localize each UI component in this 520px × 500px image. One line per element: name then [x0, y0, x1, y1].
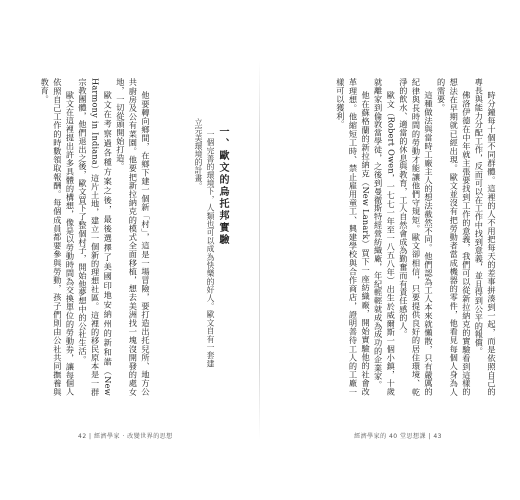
left-paragraph: 歐文在這裡提出許多具體的構想，像是以勞動時間為交換單位的勞動券，讓每個人依照自己工作的時數領取報酬。每個成員都要參與勞動，孩子們則由公社共同撫養與教育。 [40, 78, 76, 396]
right-paragraph: 這種做法與當時工廠主人的想法截然不同。他們認為工人本來就懶散，只有嚴厲的紀律與長時間的勞動才能讓他們守規矩。歐文卻相信，只要提供良好的居住環境、乾淨的飲水、適當的休息與教育，工人自然會成為勤奮而有責任感的人。 [398, 78, 435, 396]
left-paragraph: 他要轉向鄉間，在鄉下建一個新「村」，這是一場冒險，要打造出托兒所、地方公共廚房及公有菜園。他要把新拉納克的模式全面移植，想去美洲找一塊沒開發的處女地，一切從頭開始打造。 [115, 78, 151, 396]
intro-quote-text: 一個完善的環境下，人類也可以成為快樂的好人。歐文自有一套建立完美環境的計畫。 [194, 118, 215, 368]
left-paragraph: 歐文在考察過各種方案之後，最後選擇了美國印地安納州的新和諧（New Harmony in Indiana）這片土地，建立一個新的理想社區。這裡的移民原本是一群宗教團體，他們退出之後，歐文買下了整個村子，開始他夢想中的公社生活。 [78, 78, 114, 396]
right-body-text [272, 78, 498, 396]
left-folio: 42 | 經濟學家 · 改變世界的思想 [78, 433, 173, 440]
right-paragraph: 他在蘇格蘭的新拉納克（New Lanark）買下一座紡織廠，開始實驗他的社會改革理想。他縮短工時、禁止雇用童工、興建學校與合作商店，證明善待工人的工廠一樣可以獲利。 [335, 78, 372, 396]
right-paragraph: 歐文（Robert Owen，一七七一年至一八五八年）出生於威爾斯一個小鎮，十歲就離家到倫敦當學徒，之後到曼徹斯特經營紡織廠，年紀輕輕就成為成功的企業家。 [373, 78, 397, 396]
intro-quote [156, 118, 216, 368]
right-paragraph: 時分鐘每十個不同群體。這裡的人不用把每天的差事拼湊到一起，而是依照自己的專長與能力分配工作，反而可以在工作中找到意義，並且得到公平的報償。 [474, 78, 497, 396]
right-paragraph: 佛洛伊德在中年就主張要找到工作的意義，我們可以從新拉納克的實驗看到這樣的想法在早期就已經出現。歐文並沒有把勞動者當成機器的零件，他看見每個人身為人的需要。 [436, 78, 472, 396]
right-folio: 經濟學家的 40 堂思想課 | 43 [354, 433, 442, 440]
left-body-text [34, 78, 152, 396]
right-page [260, 0, 520, 500]
section-title: 一、歐文的烏托邦實驗 [217, 126, 228, 246]
